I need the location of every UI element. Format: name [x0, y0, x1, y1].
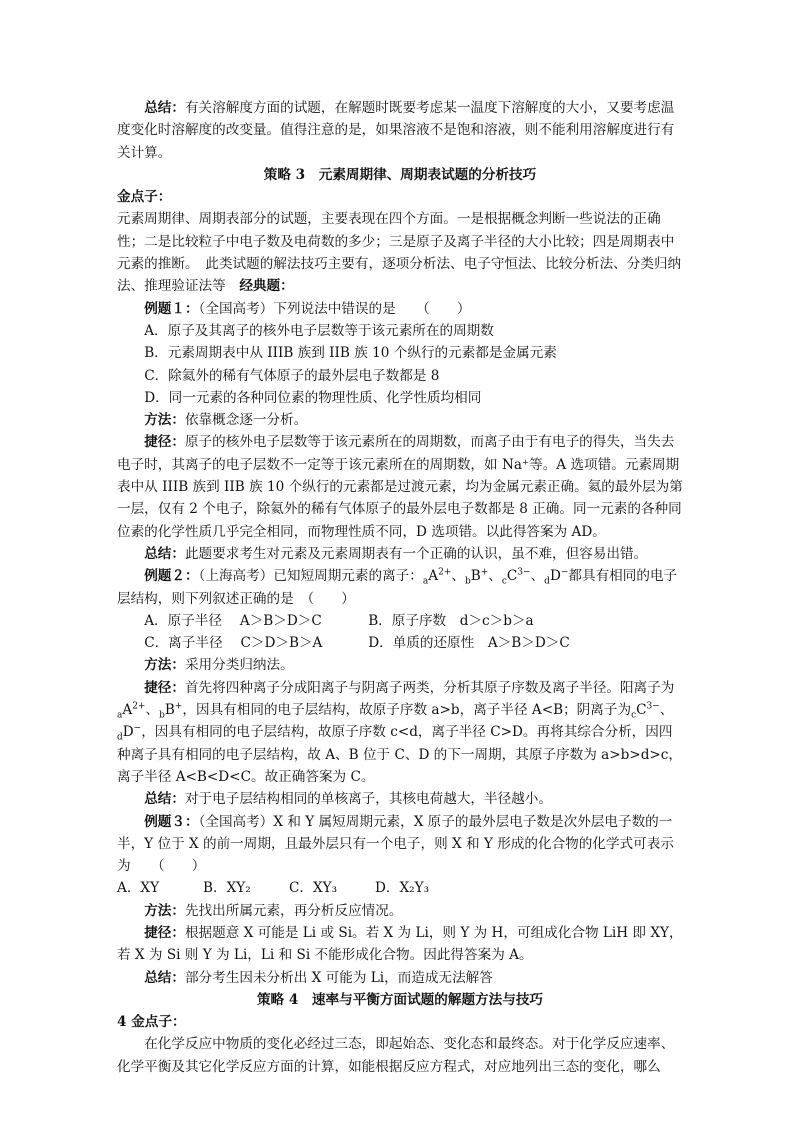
example-2-shortcut [117, 677, 683, 788]
example-3-label: 例题３： [144, 813, 199, 830]
example-2-option-a: A．原子半径 A＞B＞D＞C [144, 612, 322, 629]
shortcut-label: 捷径： [144, 679, 185, 696]
gold-point-label: 金点子： [117, 189, 172, 206]
example-2-method [117, 654, 683, 676]
document-page [117, 97, 683, 1078]
example-1-label: 例题１： [144, 300, 199, 317]
example-1-option-c: C．除氦外的稀有气体原子的最外层电子数都是 8 [144, 367, 440, 384]
example-3-options [117, 877, 683, 899]
shortcut-text: 原子的核外电子层数等于该元素所在的周期数，而离子由于有电子的得失，当失去电子时，其离子的电子层数不一定等于该元素所在的周期数，如 Na⁺等。A 选项错。元素周期表中从 IIIB 族到 IIB 族 10 个纵行的元素都是过渡元素，均为金属元素正确。氦的最外层为第一层，仅有 2 个电子，除氦外的稀有气体原子的最外层电子数都是 8 正确。同一元素的各种同位素的化学性质几乎完全相同，而物理性质不同，D 选项错。以此得答案为 AD。 [117, 434, 683, 540]
method-text: 先找出所属元素，再分析反应情况。 [184, 902, 403, 919]
example-1-question: （全国高考）下列说法中错误的是 （ ） [198, 300, 471, 317]
example-1-option-d: D．同一元素的各种同位素的物理性质、化学性质均相同 [144, 389, 482, 406]
summary-text: 部分考生因未分析出 X 可能为 Li，而造成无法解答 [184, 969, 493, 986]
cation-formula: $_aA^{2+}$、$_b$B+ [117, 701, 183, 721]
example-1-shortcut [117, 431, 683, 542]
strategy-3-heading: 策略 3 元素周期律、周期表试题的分析技巧 [263, 166, 537, 183]
example-3-shortcut [117, 922, 683, 967]
example-2-option-d: D．单质的还原性 A＞B＞D＞C [368, 635, 570, 652]
summary-text: 此题要求考生对元素及元素周期表有一个正确的认识，虽不难，但容易出错。 [184, 545, 648, 562]
summary-label: 总结： [144, 100, 185, 116]
example-2-options-row-1 [117, 610, 683, 632]
method-label: 方法： [144, 902, 185, 919]
shortcut-text: 根据题意 X 可能是 Li 或 Si。若 X 为 Li，则 Y 为 H，可组成化合物 LiH 即 XY，若 X 为 Si 则 Y 为 Li，Li 和 Si 不能形成化合物。因此得答案为 A。 [117, 924, 683, 964]
summary-label: 总结： [144, 791, 185, 808]
ion-formula-list: $_aA^{2+}$、$_b$B+、$_cC^{3-}$、$_d$D− [422, 567, 569, 587]
example-2-options-row-2 [117, 632, 683, 654]
example-3-question: （全国高考）X 和 Y 属短周期元素，X 原子的最外层电子数是次外层电子数的一半，Y 位于 X 的前一周期，且最外层只有一个电子，则 X 和 Y 形成的化合物的化学式可表示为 （ ） [117, 813, 674, 875]
example-1-summary [117, 543, 683, 565]
example-3-stem [117, 811, 683, 878]
method-label: 方法： [144, 657, 185, 674]
gold-point-body: 元素周期律、周期表部分的试题，主要表现在四个方面。一是根据概念判断一些说法的正确性；二是比较粒子中电子数及电荷数的多少；三是原子及离子半径的大小比较；四是周期表中元素的推断。 此类试题的解法技巧主要有，逐项分析法、电子守恒法、比较分析法、分类归纳法、推理验证法等 [117, 211, 682, 295]
shortcut-label: 捷径： [144, 924, 185, 941]
method-text: 采用分类归纳法。 [184, 657, 294, 674]
example-2-label: 例题２： [144, 568, 199, 585]
method-text: 依靠概念逐一分析。 [184, 412, 308, 429]
summary-text: 有关溶解度方面的试题，在解题时既要考虑某一温度下溶解度的大小，又要考虑温度变化时溶解度的改变量。值得注意的是，如果溶液不是饱和溶液，则不能利用溶解度进行有关计算。 [117, 100, 675, 161]
example-1-stem [117, 298, 683, 320]
example-2-question-a: （上海高考）已知短周期元素的离子： [198, 568, 423, 585]
example-3-option-b: B．XY₂ [203, 880, 251, 897]
example-1-option-a: A．原子及其离子的核外电子层数等于该元素所在的周期数 [144, 322, 494, 339]
example-3-option-a: A．XY [117, 880, 160, 897]
summary-paragraph [117, 97, 683, 164]
anion-formula: $_cC^{3-}$、$_d$D− [117, 701, 674, 744]
shortcut-label: 捷径： [144, 434, 185, 451]
gold-point-4-label: 4 金点子： [117, 1014, 186, 1031]
example-1-option-b: B．元素周期表中从 IIIB 族到 IIB 族 10 个纵行的元素都是金属元素 [144, 345, 557, 362]
example-2-stem [117, 565, 683, 610]
example-3-option-c: C．XY₃ [289, 880, 338, 897]
example-3-method [117, 900, 683, 922]
example-2-option-c: C．离子半径 C＞D＞B＞A [144, 635, 323, 652]
summary-label: 总结： [144, 545, 185, 562]
example-2-question-b: 都具有相同的电子层结构，则下列叙述正确的是 （ ） [117, 568, 678, 607]
example-3-option-d: D．X₂Y₃ [375, 880, 430, 897]
classic-label: 经典题： [239, 278, 294, 295]
example-2-option-b: B．原子序数 d＞c＞b＞a [368, 612, 534, 629]
example-2-summary [117, 788, 683, 810]
shortcut-text-a: 首先将四种离子分成阳离子与阴离子两类，分析其原子序数及离子半径。阳离子为 [184, 679, 675, 696]
summary-label: 总结： [144, 969, 185, 986]
shortcut-text-b: ，因具有相同的电子层结构，故原子序数 a>b，离子半径 A<B；阴离子为 [182, 702, 632, 719]
example-3-summary [117, 967, 683, 989]
gold-point-text [117, 208, 683, 297]
gold-point-4-text: 在化学反应中物质的变化必经过三态，即起始态、变化态和最终态。对于化学反应速率、化学平衡及其它化学反应方面的计算，如能根据反应方程式，对应地列出三态的变化，哪么 [117, 1036, 675, 1075]
summary-text: 对于电子层结构相同的单核离子，其核电荷越大，半径越小。 [184, 791, 552, 808]
strategy-4-heading: 策略 4 速率与平衡方面试题的解题方法与技巧 [256, 991, 544, 1008]
method-label: 方法： [144, 412, 185, 429]
shortcut-text-c: ，因具有相同的电子层结构，故原子序数 c<d，离子半径 C>D。再将其综合分析，因四种离子具有相同的电子层结构，故 A、B 位于 C、D 的下一周期，其原子序数为 a>b>d>c，离子半径 A<B<D<C。故正确答案为 C。 [117, 724, 683, 785]
example-1-method [117, 409, 683, 431]
